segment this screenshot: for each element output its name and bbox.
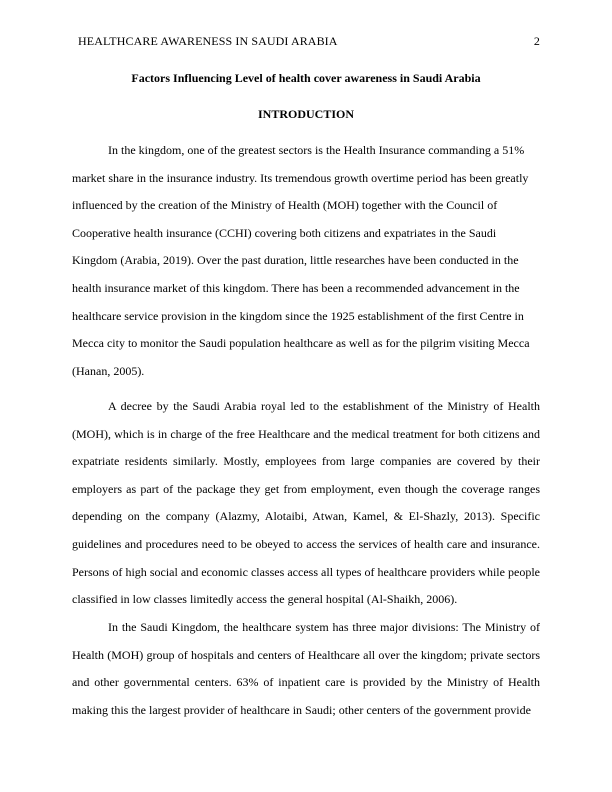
paragraph-1: In the kingdom, one of the greatest sectors is the Health Insurance commanding a 51% market share in the insurance industry. Its tremendous growth overtime period has been greatly influenced by the creation of the Ministry of Health (MOH) together with the Council of Cooperative health insurance (CCHI) covering both citizens and expatriates in the Saudi Kingdom (Arabia, 2019). Over the past duration, little researches have been conducted in the health insurance market of this kingdom. There has been a recommended advancement in the healthcare service provision in the kingdom since the 1925 establishment of the first Centre in Mecca city to monitor the Saudi population healthcare as well as for the pilgrim visiting Mecca (Hanan, 2005).	[72, 143, 530, 378]
page-number: 2	[533, 34, 540, 48]
paragraph-2: A decree by the Saudi Arabia royal led to the establishment of the Ministry of Health (MOH), which is in charge of the free Healthcare and the medical treatment for both citizens and expatriate residents similarly. Mostly, employees from large companies are covered by their employers as part of the package they get from employment, even though the coverage ranges depending on the company (Alazmy, Alotaibi, Atwan, Kamel, & El-Shazly, 2013). Specific guidelines and procedures need to be obeyed to access the services of health care and insurance. Persons of high social and economic classes access all types of healthcare providers while people classified in low classes limitedly access the general hospital (Al-Shaikh, 2006).	[72, 399, 540, 607]
section-heading: INTRODUCTION	[257, 107, 354, 121]
running-title: HEALTHCARE AWARENESS IN SAUDI ARABIA	[78, 34, 338, 48]
page-header	[78, 34, 540, 49]
document-title: Factors Influencing Level of health cover awareness in Saudi Arabia	[131, 71, 481, 85]
paragraph-3: In the Saudi Kingdom, the healthcare system has three major divisions: The Ministry of Health (MOH) group of hospitals and centers of Healthcare all over the kingdom; private sectors and other governmental centers. 63% of inpatient care is provided by the Ministry of Health making this the largest provider of healthcare in Saudi; other centers of the government provide	[72, 620, 540, 717]
